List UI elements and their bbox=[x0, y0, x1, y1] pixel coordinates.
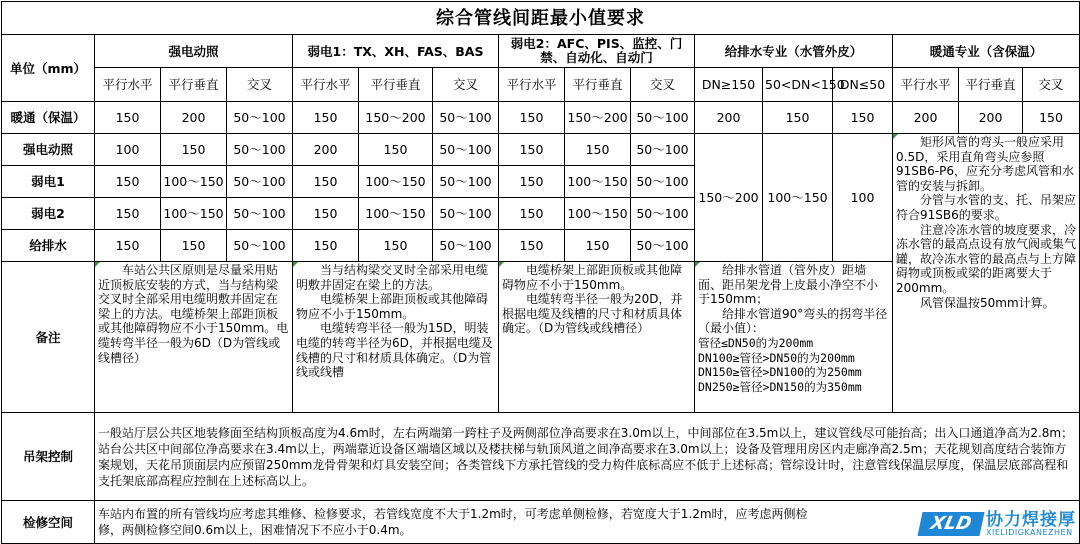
remark-text: DN150≥管径>DN100的为250mm bbox=[698, 365, 862, 380]
maintenance-text: 车站内布置的所有管线均应考虑其维修、检修要求，若管线宽度不大于1.2m时，可考虑单侧检修，若宽度大于1.2m时，应考虑两侧检修，两侧检修空间0.6m以上，困难情况下不应小于0.4m。 bbox=[95, 501, 1080, 544]
water-merged-le50: 100 bbox=[833, 134, 893, 262]
table-cell: 50～100 bbox=[227, 134, 293, 166]
table-cell: 200 bbox=[893, 102, 959, 134]
watermark-en: XIELIDIGKANEZHEN bbox=[986, 527, 1073, 537]
table-cell: 200 bbox=[293, 134, 359, 166]
unit-label: 单位（mm） bbox=[2, 35, 95, 102]
table-cell: 150 bbox=[833, 102, 893, 134]
subheader-parallel-v: 平行垂直 bbox=[565, 68, 631, 102]
table-cell: 200 bbox=[959, 102, 1023, 134]
table-row bbox=[2, 134, 1080, 166]
group-header-weak1: 弱电1：TX、XH、FAS、BAS bbox=[293, 35, 499, 68]
remark-text: 当与结构梁交叉时全部采用电缆明敷并固定在梁上的方法。 bbox=[296, 263, 489, 292]
table-cell: 150 bbox=[293, 102, 359, 134]
table-cell: 150 bbox=[95, 230, 161, 262]
table-cell: 150 bbox=[293, 230, 359, 262]
table-cell: 150 bbox=[499, 230, 565, 262]
table-cell: 50～100 bbox=[433, 134, 499, 166]
subheader-cross: 交叉 bbox=[631, 68, 695, 102]
table-cell: 150 bbox=[763, 102, 833, 134]
table-cell: 50～100 bbox=[631, 198, 695, 230]
table-cell: 150 bbox=[499, 102, 565, 134]
hvac-note-line: 注意冷冻水管的坡度要求，冷冻水管的最高点设有放气阀或集气罐，故冷冻水管的最高点与上方障碍物或顶板或梁的距离要大于200mm。 bbox=[896, 222, 1077, 295]
subheader-parallel-h: 平行水平 bbox=[95, 68, 161, 102]
remark-text: 电缆桥架上部距顶板或其他障碍物应不小于150mm。 bbox=[502, 263, 683, 292]
subheader-cross: 交叉 bbox=[433, 68, 499, 102]
table-cell: 50～100 bbox=[433, 166, 499, 198]
subheader-parallel-h: 平行水平 bbox=[293, 68, 359, 102]
table-cell: 150 bbox=[499, 166, 565, 198]
table-cell: 150 bbox=[95, 102, 161, 134]
subheader-parallel-v: 平行垂直 bbox=[161, 68, 227, 102]
group-header-strong: 强电动照 bbox=[95, 35, 293, 68]
water-merged-ge150: 150～200 bbox=[695, 134, 763, 262]
table-cell: 100～150 bbox=[359, 166, 433, 198]
table-cell: 150 bbox=[499, 198, 565, 230]
hanger-text: 一般站厅层公共区地装修面至结构顶板高度为4.6m时，左右两端第一跨柱子及两侧部位净高要求在3.0m以上，中间部位在3.5m以上，建议管线尽可能抬高；出入口通道净高为2.8m；站台公共区中间部位净高要求在3.4m以上，两端靠近设备区端墙区域以及楼扶梯与轨顶风道之间净高要求在3.0m以上；设备及管理用房区内走廊净高2.5m；天花规划高度结合装饰方案规划，天花吊顶面层内应预留250mm龙骨骨架和灯具安装空间；各类管线下方承托管线的受力构件底标高应不低于上述标高；管综设计时，注意管线保温层厚度，保温层底部高程和支托架底部高程应控制在上述标高以上。 bbox=[95, 413, 1080, 501]
spacing-requirements-table bbox=[1, 1, 1080, 544]
subheader-dn-le50: DN≤50 bbox=[833, 68, 893, 102]
table-cell: 150 bbox=[161, 230, 227, 262]
table-cell: 100～150 bbox=[359, 198, 433, 230]
table-cell: 150 bbox=[1023, 102, 1080, 134]
table-cell: 50～100 bbox=[631, 134, 695, 166]
table-cell: 150 bbox=[95, 198, 161, 230]
table-cell: 50～100 bbox=[433, 198, 499, 230]
row-label: 暖通（保温） bbox=[2, 102, 95, 134]
table-cell: 150 bbox=[565, 230, 631, 262]
group-header-weak2: 弱电2：AFC、PIS、监控、门禁、自动化、自动门 bbox=[499, 35, 695, 68]
subheader-dn-ge150: DN≥150 bbox=[695, 68, 763, 102]
table-cell: 150～200 bbox=[359, 102, 433, 134]
remark-water bbox=[695, 262, 893, 413]
remark-weak2 bbox=[499, 262, 695, 413]
table-title: 综合管线间距最小值要求 bbox=[2, 2, 1080, 35]
table-cell: 200 bbox=[161, 102, 227, 134]
group-header-hvac: 暖通专业（含保温） bbox=[893, 35, 1080, 68]
hvac-note-line: 矩形风管的弯头一般应采用0.5D，采用直角弯头应参照91SB6-P6，应充分考虑风管和水管的安装与拆卸。 bbox=[896, 135, 1074, 193]
table-cell: 50～100 bbox=[631, 102, 695, 134]
table-cell: 50～100 bbox=[433, 230, 499, 262]
remark-text: 给排水管道（管外皮）距墙面、距吊架龙骨上皮最小净空不小于150mm； bbox=[698, 263, 879, 307]
row-label: 强电动照 bbox=[2, 134, 95, 166]
row-label: 弱电1 bbox=[2, 166, 95, 198]
table-cell: 150 bbox=[293, 166, 359, 198]
hvac-note bbox=[893, 134, 1080, 413]
maintenance-label: 检修空间 bbox=[2, 501, 95, 544]
table-cell: 200 bbox=[695, 102, 763, 134]
subheader-parallel-v: 平行垂直 bbox=[359, 68, 433, 102]
table-cell: 150 bbox=[565, 134, 631, 166]
remark-weak1 bbox=[293, 262, 499, 413]
table-cell: 50～100 bbox=[631, 230, 695, 262]
table-cell: 50～100 bbox=[227, 230, 293, 262]
remark-text: 给排水管道90°弯头的拐弯半径（最小值）： bbox=[698, 306, 888, 336]
table-cell: 50～100 bbox=[631, 166, 695, 198]
table-cell: 150～200 bbox=[565, 102, 631, 134]
table-cell: 150 bbox=[95, 166, 161, 198]
table-row bbox=[2, 102, 1080, 134]
water-merged-mid: 100～150 bbox=[763, 134, 833, 262]
remark-text: 电缆桥架上部距顶板或其他障碍物应不小于150mm。 bbox=[296, 292, 489, 321]
table-cell: 150 bbox=[359, 230, 433, 262]
table-cell: 50～100 bbox=[227, 102, 293, 134]
table-cell: 100～150 bbox=[565, 198, 631, 230]
table-cell: 100～150 bbox=[565, 166, 631, 198]
hanger-label: 吊架控制 bbox=[2, 413, 95, 501]
remark-text: DN250≥管径>DN150的为350mm bbox=[698, 379, 862, 394]
subheader-cross: 交叉 bbox=[1023, 68, 1080, 102]
subheader-parallel-h: 平行水平 bbox=[893, 68, 959, 102]
watermark-cn: 协力焊接厚 bbox=[986, 509, 1076, 530]
table-cell: 150 bbox=[499, 134, 565, 166]
subheader-parallel-h: 平行水平 bbox=[499, 68, 565, 102]
table-cell: 150 bbox=[293, 198, 359, 230]
hvac-note-line: 风管保温按50mm计算。 bbox=[920, 295, 1055, 310]
table-cell: 100～150 bbox=[161, 198, 227, 230]
row-label: 给排水 bbox=[2, 230, 95, 262]
subheader-parallel-v: 平行垂直 bbox=[959, 68, 1023, 102]
remark-text: 电缆转弯半径一般为20D，并根据电缆及线槽的尺寸和材质具体确定。（D为管线或线槽径） bbox=[502, 292, 683, 336]
table-cell: 50～100 bbox=[433, 102, 499, 134]
remark-text: 电缆转弯半径一般为15D，明装电缆的转弯半径为6D，并根据电缆及线槽的尺寸和材质具体确定。（D为管线或线槽 bbox=[296, 321, 493, 380]
table-cell: 150 bbox=[161, 134, 227, 166]
remark-text: 管径≤DN50的为200mm bbox=[698, 335, 814, 350]
subheader-cross: 交叉 bbox=[227, 68, 293, 102]
table-cell: 100～150 bbox=[161, 166, 227, 198]
hvac-note-line: 分管与水管的支、托、吊架应符合91SB6的要求。 bbox=[896, 193, 1077, 222]
subheader-dn-mid: 50<DN<150 bbox=[763, 68, 833, 102]
remark-strong bbox=[95, 262, 293, 413]
remark-text: 车站公共区原则是尽量采用贴近顶板底安装的方式，当与结构梁交叉时全部采用电缆明敷并固定在梁上的方法。电缆桥架上部距顶板或其他障碍物应不小于150mm。电缆转弯半径一般为6D（D为管线或线槽径） bbox=[98, 263, 289, 365]
remark-text: DN100≥管径>DN50的为200mm bbox=[698, 350, 855, 365]
table-cell: 150 bbox=[359, 134, 433, 166]
group-header-water: 给排水专业（水管外皮） bbox=[695, 35, 893, 68]
remarks-label: 备注 bbox=[2, 262, 95, 413]
watermark-logo: XLD bbox=[917, 512, 984, 536]
table-cell: 50～100 bbox=[227, 166, 293, 198]
row-label: 弱电2 bbox=[2, 198, 95, 230]
table-cell: 50～100 bbox=[227, 198, 293, 230]
table-cell: 100 bbox=[95, 134, 161, 166]
